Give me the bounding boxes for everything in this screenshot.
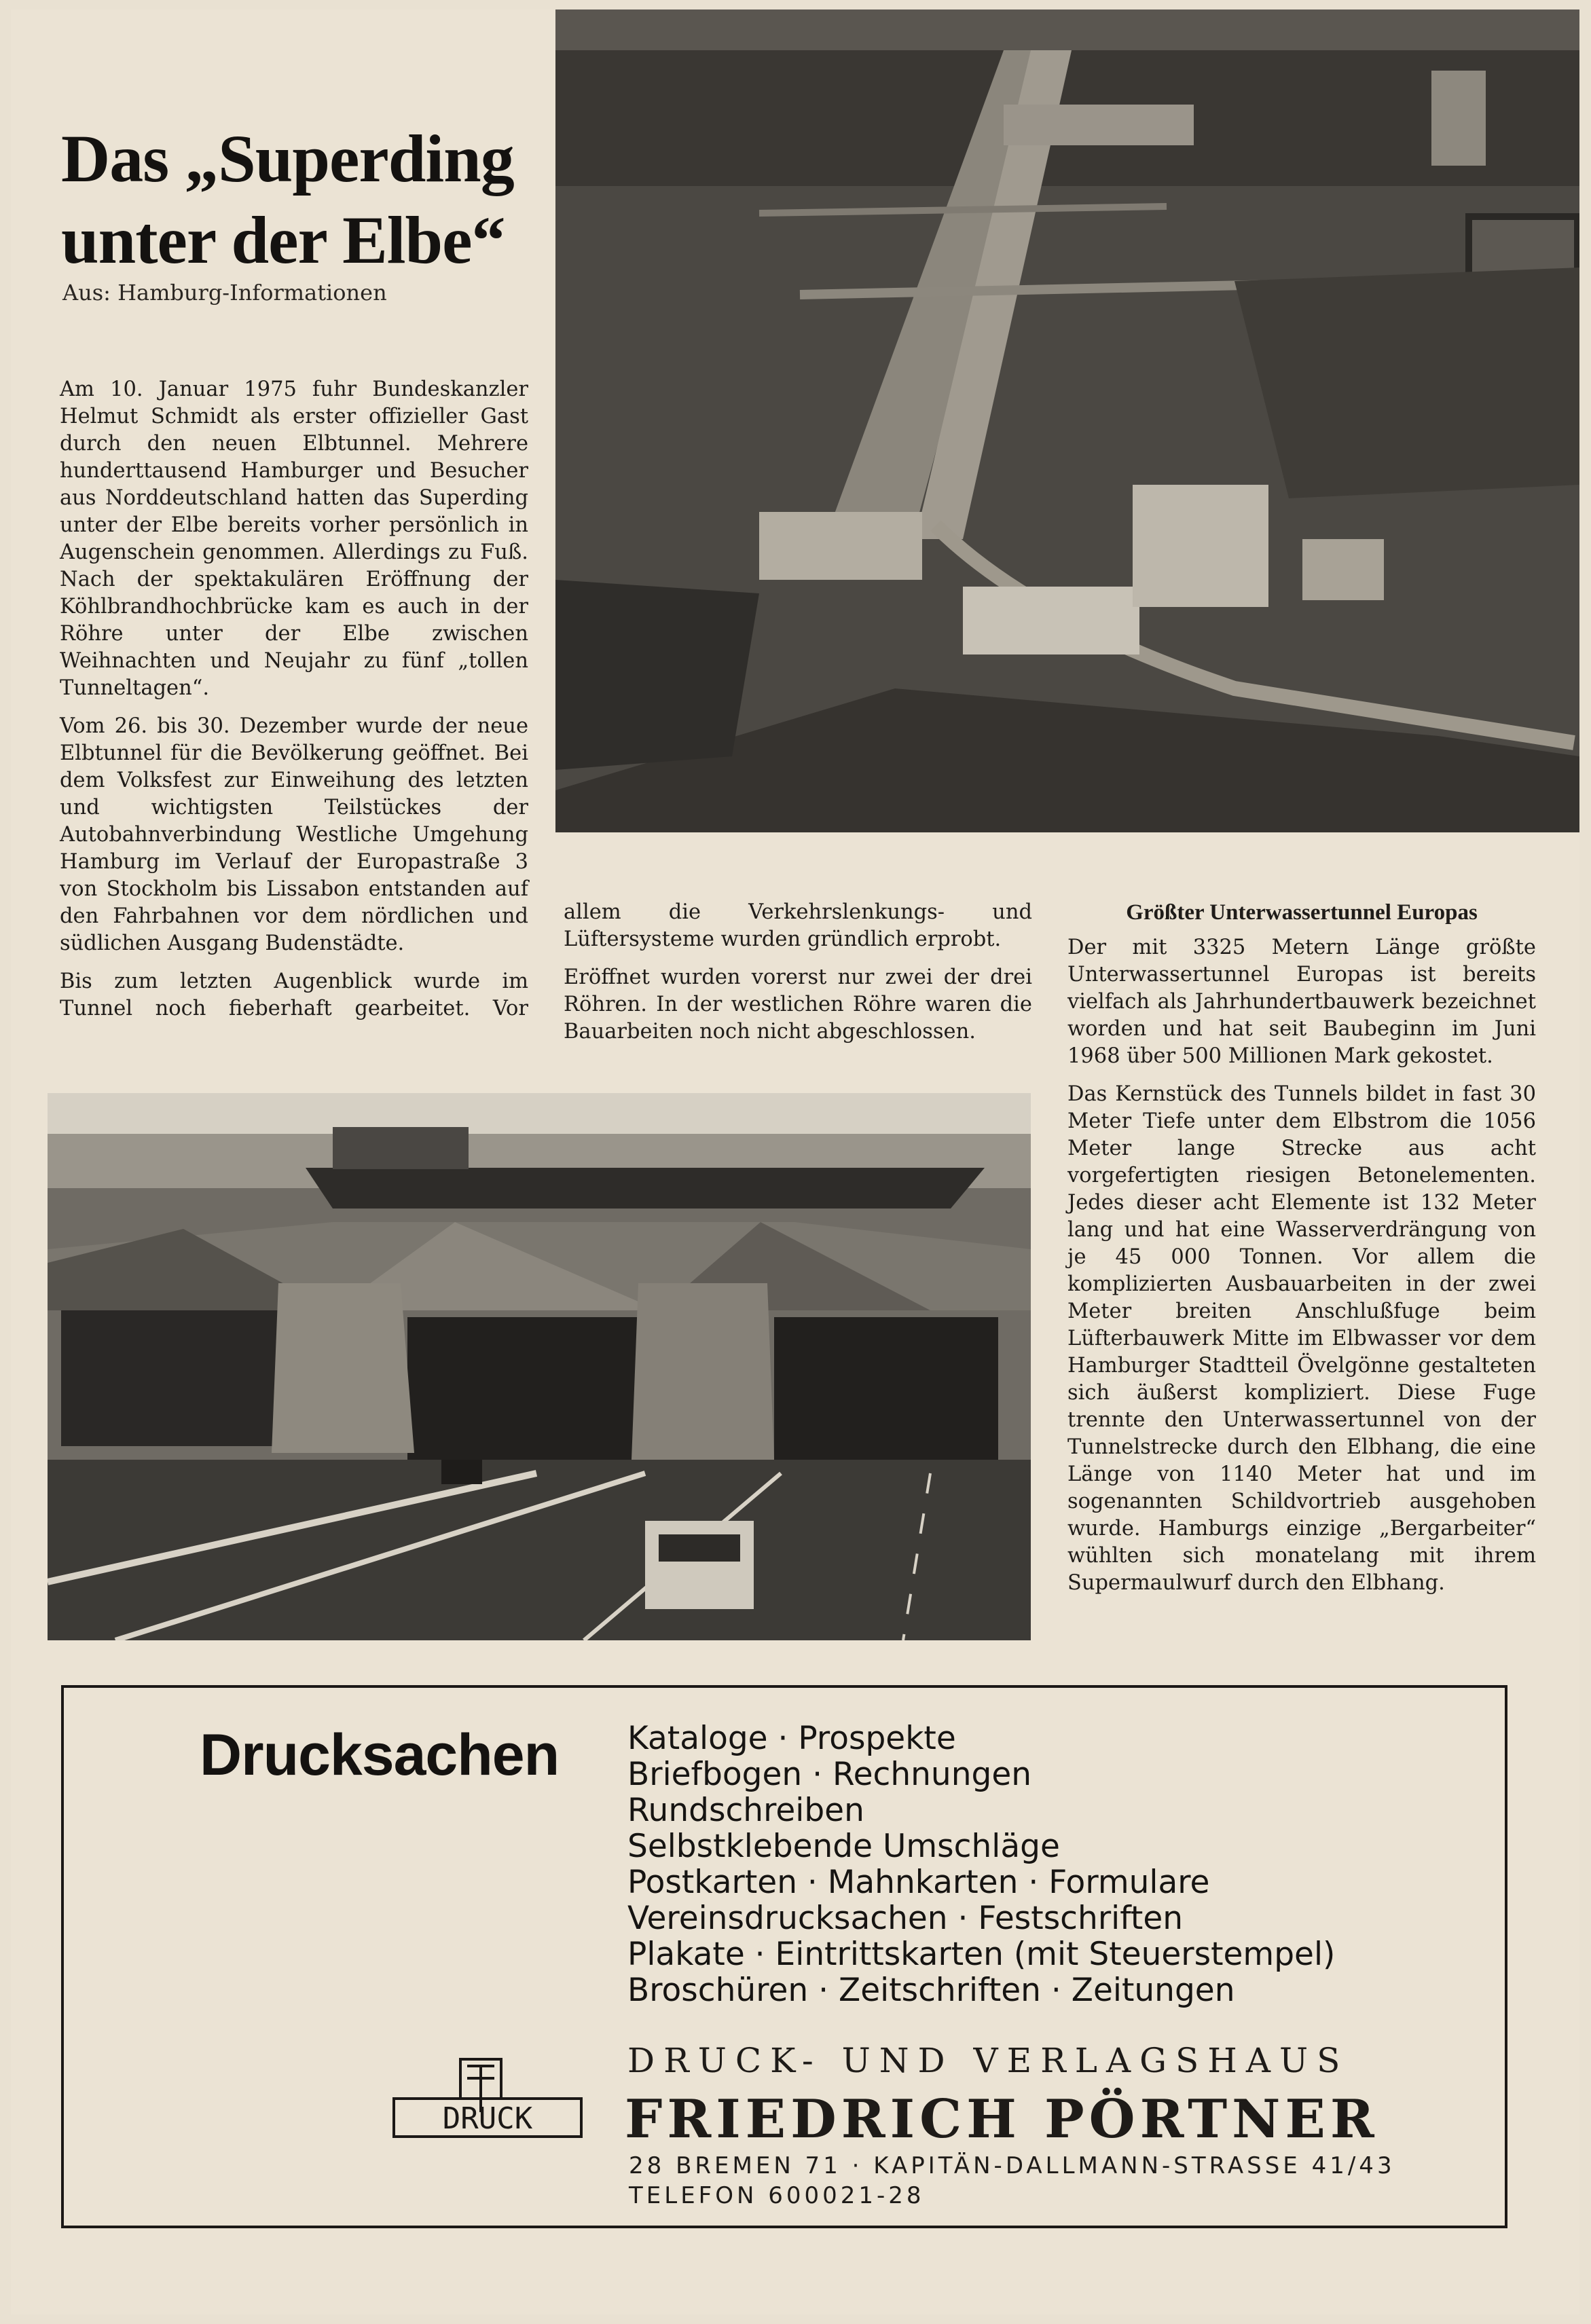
advertisement-box [61,1685,1507,2228]
col1-paragraph-3: Bis zum letzten Augenblick wurde im Tunnel noch fieberhaft gearbeitet. Vor [60,970,528,1020]
ad-headline: Drucksachen [200,1722,560,1788]
article-column-2 [564,899,1032,1056]
druck-logo [392,2058,583,2142]
logo-text: DRUCK [442,2101,533,2136]
col1-paragraph-1: Am 10. Januar 1975 fuhr Bundeskanzler Helmut Schmidt als erster offizieller Gast durch den neuen Elbtunnel. Mehrere hunderttausend Hamburger und Besucher aus Norddeutschland hatten das Superding unter der Elbe bereits vorher persönlich in Augenschein genommen. Allerdings zu Fuß. Nach der spektakulären Eröffnung der Köhlbrandhochbrücke kam es auch in der Röhre unter der Elbe zwischen Weihnachten und Neujahr zu fünf „tollen Tunneltagen“. [60,377,528,700]
ad-item: Plakate · Eintrittskarten (mit Steuerstempel) [627,1936,1336,1973]
tunnel-entrance-photo [48,1093,1031,1640]
publisher-phone: TELEFON 600021-28 [629,2182,925,2209]
article-title [61,118,536,281]
ad-product-list [627,1720,1335,2008]
title-line-1: Das „Superding [61,121,514,196]
title-line-2: unter der Elbe“ [61,202,505,278]
article-column-1 [60,376,528,1033]
publisher-address: 28 BREMEN 71 · KAPITÄN-DALLMANN-STRASSE 41/43 [629,2152,1395,2179]
druck-logo-graphic [392,2058,583,2139]
magazine-page [11,10,1579,2314]
article-column-3 [1067,899,1536,1608]
col3-paragraph-1: Der mit 3325 Metern Länge größte Unterwassertunnel Europas ist bereits vielfach als Jahrhundertbauwerk bezeichnet worden und hat seit Baubeginn im Juni 1968 über 500 Millionen Mark gekostet. [1067,936,1536,1068]
ad-item: Broschüren · Zeitschriften · Zeitungen [627,1972,1235,2009]
ad-item: Vereinsdrucksachen · Festschriften [627,1900,1184,1937]
col3-paragraph-2: Das Kernstück des Tunnels bildet in fast 30 Meter Tiefe unter dem Elbstrom die 1056 Meter lange Strecke aus acht vorgefertigten riesigen Betonelementen. Jedes dieser acht Elemente ist 132 Meter lang und hat eine Wasserverdrängung von je 45 000 Tonnen. Vor allem die komplizierten Ausbauarbeiten in der zwei Meter breiten Anschlußfuge beim Lüfterbauwerk Mitte im Elbwasser vor dem Hamburger Stadtteil Övelgönne gestalteten sich äußerst kompliziert. Diese Fuge trennte den Unterwassertunnel von der Tunnelstrecke durch den Elbhang, die eine Länge von 1140 Meter hat und im sogenannten Schildvortrieb ausgehoben wurde. Hamburgs einzige „Bergarbeiter“ wühlten sich monatelang mit ihrem Supermaulwurf durch den Elbhang. [1067,1082,1536,1595]
tunnel-photo-graphic [48,1093,1031,1640]
col2-paragraph-2: Eröffnet wurden vorerst nur zwei der drei Röhren. In der westlichen Röhre waren die Bauarbeiten noch nicht abgeschlossen. [564,965,1032,1044]
col1-paragraph-2: Vom 26. bis 30. Dezember wurde der neue Elbtunnel für die Bevölkerung geöffnet. Bei dem Volksfest zur Einweihung des letzten und wichtigsten Teilstückes der Autobahnverbindung Westliche Umgehung Hamburg im Verlauf der Europastraße 3 von Stockholm bis Lissabon entstanden auf den Fahrbahnen vor dem nördlichen und südlichen Ausgang Budenstädte. [60,714,528,955]
ad-item: Kataloge · Prospekte [627,1720,956,1757]
ad-item: Selbstklebende Umschläge [627,1828,1060,1865]
aerial-photo-graphic [555,10,1579,832]
ad-item: Briefbogen · Rechnungen [627,1756,1032,1793]
publisher-name: FRIEDRICH PÖRTNER [625,2088,1379,2150]
article-source: Aus: Hamburg-Informationen [62,280,387,306]
col2-paragraph-1: allem die Verkehrslenkungs- und Lüftersysteme wurden gründlich erprobt. [564,900,1032,951]
publisher-tagline: DRUCK- UND VERLAGSHAUS [627,2041,1349,2080]
aerial-photo [555,10,1579,832]
ad-item: Rundschreiben [627,1792,864,1829]
ad-item: Postkarten · Mahnkarten · Formulare [627,1864,1210,1901]
col3-heading: Größter Unterwassertunnel Europas [1126,900,1478,925]
